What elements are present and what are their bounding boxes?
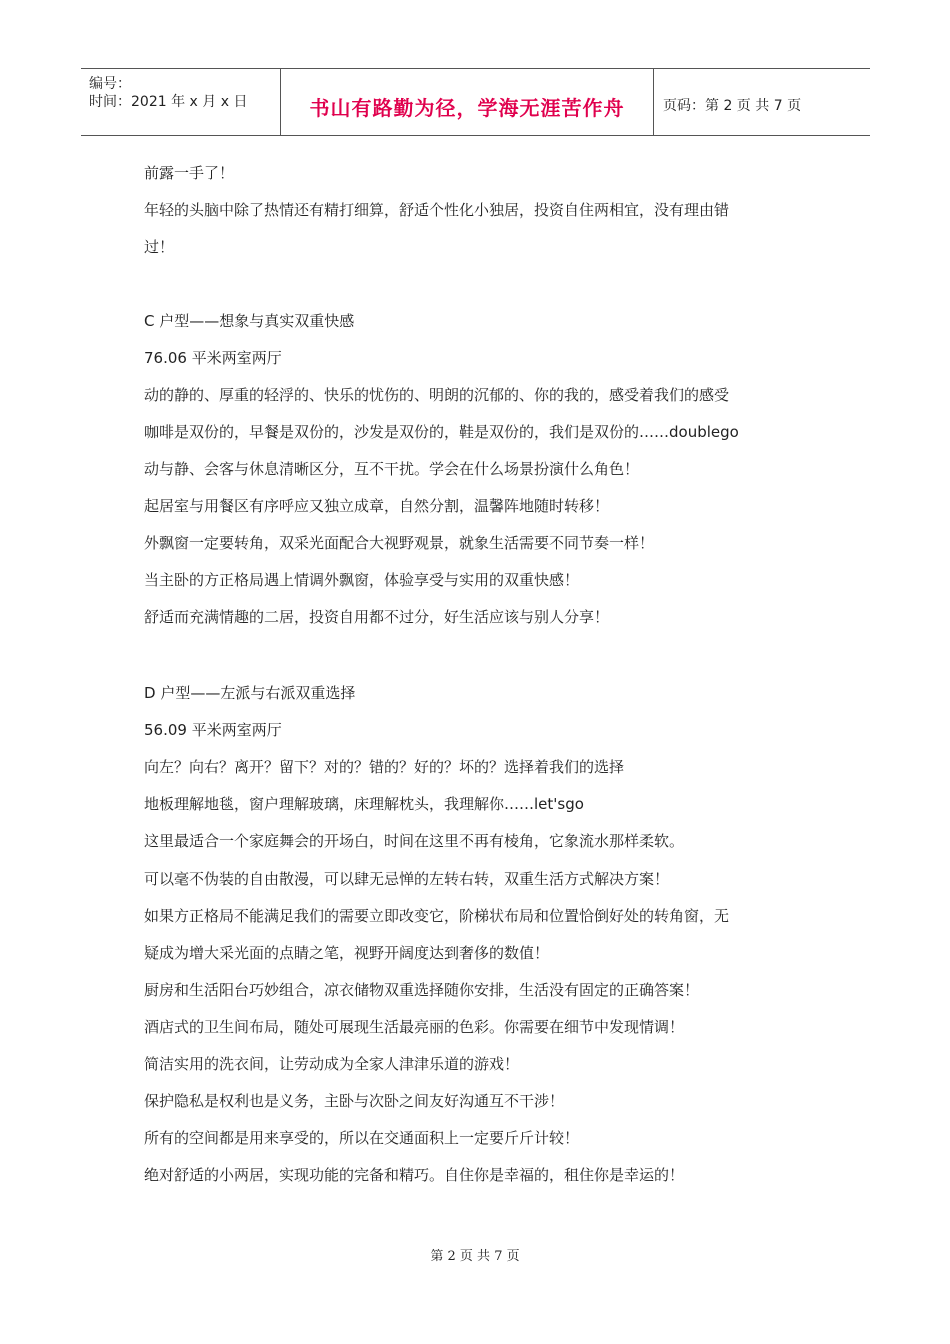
header-page-cell bbox=[654, 69, 870, 135]
paragraph-line: 前露一手了！ bbox=[144, 164, 235, 182]
paragraph-line: 年轻的头脑中除了热情还有精打细算，舒适个性化小独居，投资自住两相宜，没有理由错 bbox=[144, 201, 730, 219]
paragraph-line: 外飘窗一定要转角，双采光面配合大视野观景，就象生活需要不同节奏一样！ bbox=[144, 534, 655, 552]
paragraph-line: 如果方正格局不能满足我们的需要立即改变它，阶梯状布局和位置恰倒好处的转角窗，无 bbox=[144, 907, 730, 925]
header-meta-cell bbox=[81, 69, 281, 135]
paragraph-line: 舒适而充满情趣的二居，投资自用都不过分，好生活应该与别人分享！ bbox=[144, 608, 610, 626]
header-table bbox=[81, 68, 870, 136]
paragraph-line: 向左？向右？离开？留下？对的？错的？好的？坏的？选择着我们的选择 bbox=[144, 758, 625, 776]
paragraph-line: 酒店式的卫生间布局，随处可展现生活最亮丽的色彩。你需要在细节中发现情调！ bbox=[144, 1018, 685, 1036]
paragraph-line: 动的静的、厚重的轻浮的、快乐的忧伤的、明朗的沉郁的、你的我的，感受着我们的感受 bbox=[144, 386, 730, 404]
paragraph-line: 过！ bbox=[144, 238, 175, 256]
paragraph-line: 起居室与用餐区有序呼应又独立成章，自然分割，温馨阵地随时转移！ bbox=[144, 497, 610, 515]
section-heading-c: C 户型——想象与真实双重快感 bbox=[144, 312, 355, 330]
paragraph-line: 绝对舒适的小两居，实现功能的完备和精巧。自住你是幸福的，租住你是幸运的！ bbox=[144, 1166, 685, 1184]
paragraph-line: 这里最适合一个家庭舞会的开场白，时间在这里不再有棱角，它象流水那样柔软。 bbox=[144, 832, 685, 850]
paragraph-line: 地板理解地毯，窗户理解玻璃，床理解枕头，我理解你……let'sgo bbox=[144, 795, 584, 813]
section-subheading-d: 56.09 平米两室两厅 bbox=[144, 721, 282, 739]
paragraph-line: 当主卧的方正格局遇上情调外飘窗，体验享受与实用的双重快感！ bbox=[144, 571, 580, 589]
paragraph-line: 厨房和生活阳台巧妙组合，凉衣储物双重选择随你安排，生活没有固定的正确答案！ bbox=[144, 981, 700, 999]
paragraph-line: 咖啡是双份的，早餐是双份的，沙发是双份的，鞋是双份的，我们是双份的……doublego bbox=[144, 423, 739, 441]
header-motto-cell bbox=[281, 69, 654, 135]
section-heading-d: D 户型——左派与右派双重选择 bbox=[144, 684, 356, 702]
document-number-label: 编号： bbox=[89, 76, 131, 92]
section-subheading-c: 76.06 平米两室两厅 bbox=[144, 349, 282, 367]
paragraph-line: 保护隐私是权利也是义务，主卧与次卧之间友好沟通互不干涉！ bbox=[144, 1092, 565, 1110]
document-time-label: 时间：2021 年 x 月 x 日 bbox=[89, 94, 248, 110]
header-page-info: 页码：第 2 页 共 7 页 bbox=[663, 98, 802, 114]
header-motto: 书山有路勤为径，学海无涯苦作舟 bbox=[309, 96, 625, 120]
page-footer: 第 2 页 共 7 页 bbox=[430, 1249, 520, 1264]
paragraph-line: 所有的空间都是用来享受的，所以在交通面积上一定要斤斤计较！ bbox=[144, 1129, 580, 1147]
paragraph-line: 疑成为增大采光面的点睛之笔，视野开阔度达到奢侈的数值！ bbox=[144, 944, 550, 962]
paragraph-line: 动与静、会客与休息清晰区分，互不干扰。学会在什么场景扮演什么角色！ bbox=[144, 460, 640, 478]
paragraph-line: 简洁实用的洗衣间，让劳动成为全家人津津乐道的游戏！ bbox=[144, 1055, 520, 1073]
paragraph-line: 可以毫不伪装的自由散漫，可以肆无忌惮的左转右转，双重生活方式解决方案！ bbox=[144, 870, 670, 888]
